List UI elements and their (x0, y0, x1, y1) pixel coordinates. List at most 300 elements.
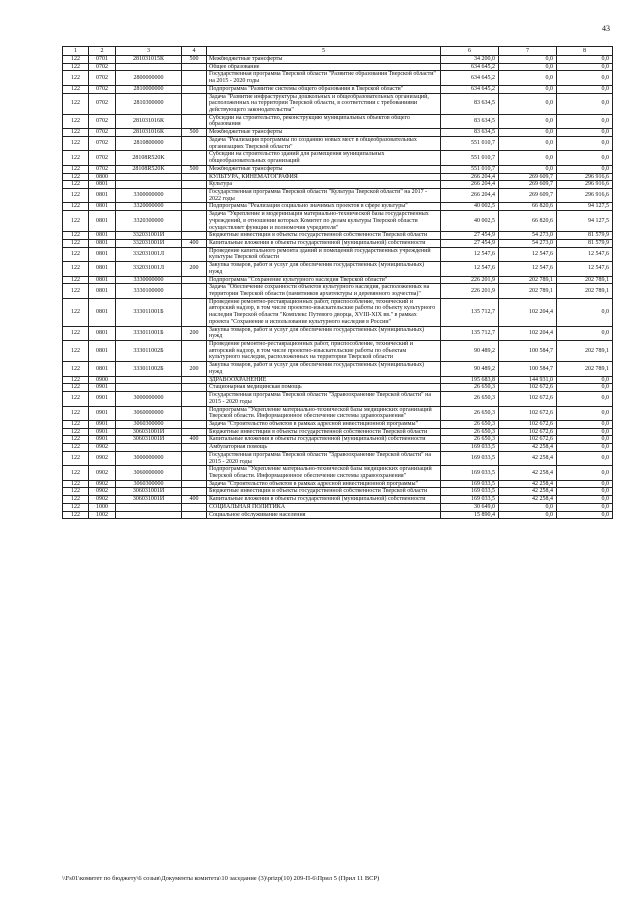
expense-type-cell: 200 (182, 262, 207, 276)
table-row (63, 71, 613, 85)
amount-cell: 83 634,5 (441, 93, 499, 114)
admin-code-cell: 122 (63, 326, 89, 340)
admin-code-cell: 122 (63, 63, 89, 71)
amount-cell: 0,0 (499, 151, 557, 165)
amount-cell: 0,0 (557, 428, 613, 436)
expense-type-cell: 400 (182, 496, 207, 504)
section-code-cell: 0902 (89, 466, 116, 480)
amount-cell: 551 010,7 (441, 165, 499, 173)
section-code-cell: 0801 (89, 239, 116, 247)
amount-cell: 102 204,4 (499, 326, 557, 340)
admin-code-cell: 122 (63, 276, 89, 284)
description-cell: Подпрограмма "Развитие системы общего образования в Тверской области" (207, 85, 441, 93)
expense-type-cell: 400 (182, 239, 207, 247)
target-article-cell: 3320300000 (116, 211, 182, 232)
target-article-cell (116, 63, 182, 71)
expense-type-cell: 200 (182, 326, 207, 340)
amount-cell: 94 127,5 (557, 211, 613, 232)
section-code-cell: 0702 (89, 85, 116, 93)
target-article-cell: 332031001И (116, 239, 182, 247)
amount-cell: 26 650,3 (441, 428, 499, 436)
description-cell: Капитальные вложения в объекты государственной (муниципальной) собственности (207, 239, 441, 247)
description-cell: Закупка товаров, работ и услуг для обеспечения государственных (муниципальных) нужд (207, 262, 441, 276)
section-code-cell: 0702 (89, 63, 116, 71)
target-article-cell: 28108R520K (116, 165, 182, 173)
table-row (63, 451, 613, 465)
target-article-cell (116, 173, 182, 181)
section-code-cell: 0902 (89, 480, 116, 488)
amount-cell: 0,0 (557, 114, 613, 128)
amount-cell: 94 127,5 (557, 203, 613, 211)
table-row (63, 211, 613, 232)
amount-cell: 0,0 (499, 85, 557, 93)
table-row (63, 173, 613, 181)
target-article-cell (116, 511, 182, 519)
amount-cell: 169 033,5 (441, 488, 499, 496)
amount-cell: 0,0 (557, 384, 613, 392)
description-cell: Подпрограмма "Реализация социально значимых проектов в сфере культуры" (207, 203, 441, 211)
table-row (63, 247, 613, 261)
target-article-cell: 306031001И (116, 428, 182, 436)
description-cell: Закупка товаров, работ и услуг для обеспечения государственных (муниципальных) нужд (207, 326, 441, 340)
amount-cell: 102 672,6 (499, 384, 557, 392)
amount-cell: 0,0 (499, 136, 557, 150)
amount-cell: 266 204,4 (441, 188, 499, 202)
admin-code-cell: 122 (63, 384, 89, 392)
table-row (63, 276, 613, 284)
amount-cell: 0,0 (557, 56, 613, 64)
description-cell: Проведение ремонтно-реставрационных работ, приспособление, технический и авторский надзор, в том числе проектно-изыскательские работы по объектам культурного наследия, расположенных на территории Тверской области (207, 341, 441, 362)
admin-code-cell: 122 (63, 376, 89, 384)
section-code-cell: 0801 (89, 211, 116, 232)
target-article-cell: 2810000000 (116, 85, 182, 93)
description-cell: Государственная программа Тверской области "Развитие образования Тверской области" на 2015 - 2020 годы (207, 71, 441, 85)
admin-code-cell: 122 (63, 503, 89, 511)
expense-type-cell (182, 451, 207, 465)
amount-cell: 0,0 (557, 503, 613, 511)
target-article-cell (116, 444, 182, 452)
admin-code-cell: 122 (63, 428, 89, 436)
amount-cell: 12 547,6 (499, 247, 557, 261)
admin-code-cell: 122 (63, 420, 89, 428)
amount-cell: 0,0 (557, 151, 613, 165)
table-row (63, 362, 613, 376)
amount-cell: 34 200,0 (441, 56, 499, 64)
amount-cell: 81 579,9 (557, 232, 613, 240)
amount-cell: 40 002,5 (441, 211, 499, 232)
admin-code-cell: 122 (63, 151, 89, 165)
expense-type-cell (182, 136, 207, 150)
expense-type-cell (182, 511, 207, 519)
amount-cell: 202 789,1 (557, 362, 613, 376)
expense-type-cell (182, 232, 207, 240)
amount-cell: 26 650,3 (441, 420, 499, 428)
expense-type-cell (182, 93, 207, 114)
admin-code-cell: 122 (63, 247, 89, 261)
description-cell: Проведение ремонтно-реставрационных работ, приспособление, технический и авторский надзор, в том числе проектно-изыскательские работы по объекту культурного наследия Тверской области "Комплекс Путевого дворца, XVIII-XIX вв." в рамках проекта "Сохранение и использование культурного наследия в России" (207, 298, 441, 326)
amount-cell: 0,0 (499, 511, 557, 519)
description-cell: Подпрограмма "Укрепление материально-технической базы медицинских организаций Тверской области. Информационное обеспечение системы здравоохранения" (207, 406, 441, 420)
description-cell: Государственная программа Тверской области "Здравоохранение Тверской области" на 2015 - 2020 годы (207, 392, 441, 406)
admin-code-cell: 122 (63, 85, 89, 93)
expense-type-cell (182, 181, 207, 189)
description-cell: ЗДРАВООХРАНЕНИЕ (207, 376, 441, 384)
expense-type-cell (182, 211, 207, 232)
expense-type-cell (182, 203, 207, 211)
expense-type-cell (182, 151, 207, 165)
admin-code-cell: 122 (63, 392, 89, 406)
expense-type-cell (182, 488, 207, 496)
description-cell: Капитальные вложения в объекты государственной (муниципальной) собственности (207, 436, 441, 444)
section-code-cell: 0800 (89, 173, 116, 181)
expense-type-cell (182, 503, 207, 511)
amount-cell: 102 672,6 (499, 392, 557, 406)
amount-cell: 551 010,7 (441, 151, 499, 165)
admin-code-cell: 122 (63, 341, 89, 362)
amount-cell: 100 584,7 (499, 362, 557, 376)
amount-cell: 0,0 (499, 114, 557, 128)
amount-cell: 27 454,9 (441, 232, 499, 240)
table-row (63, 420, 613, 428)
target-article-cell: 333011002Б (116, 341, 182, 362)
amount-cell: 634 645,2 (441, 85, 499, 93)
description-cell: Закупка товаров, работ и услуг для обеспечения государственных (муниципальных) нужд (207, 362, 441, 376)
amount-cell: 226 201,9 (441, 284, 499, 298)
amount-cell: 634 645,2 (441, 71, 499, 85)
column-header: 8 (557, 47, 613, 56)
description-cell: Задача "Строительство объектов в рамках адресной инвестиционной программы" (207, 420, 441, 428)
target-article-cell (116, 181, 182, 189)
table-row (63, 232, 613, 240)
section-code-cell: 0901 (89, 420, 116, 428)
amount-cell: 0,0 (557, 165, 613, 173)
description-cell: Подпрограмма "Сохранение культурного наследия Тверской области" (207, 276, 441, 284)
table-row (63, 239, 613, 247)
section-code-cell: 0901 (89, 436, 116, 444)
amount-cell: 269 609,7 (499, 173, 557, 181)
amount-cell: 42 258,4 (499, 451, 557, 465)
amount-cell: 169 033,5 (441, 496, 499, 504)
description-cell: Государственная программа Тверской области "Культура Тверской области" на 2017 - 2022 годы (207, 188, 441, 202)
description-cell: КУЛЬТУРА, КИНЕМАТОГРАФИЯ (207, 173, 441, 181)
expense-type-cell (182, 247, 207, 261)
target-article-cell: 3060000000 (116, 406, 182, 420)
admin-code-cell: 122 (63, 181, 89, 189)
table-row (63, 406, 613, 420)
amount-cell: 0,0 (557, 406, 613, 420)
amount-cell: 169 033,5 (441, 444, 499, 452)
section-code-cell: 0702 (89, 151, 116, 165)
header-row (63, 47, 613, 56)
section-code-cell: 0801 (89, 232, 116, 240)
target-article-cell: 3320000000 (116, 203, 182, 211)
admin-code-cell: 122 (63, 93, 89, 114)
amount-cell: 26 650,3 (441, 384, 499, 392)
description-cell: Задача "Реализация программы по созданию новых мест в общеобразовательных организациях Тверской области" (207, 136, 441, 150)
amount-cell: 0,0 (557, 71, 613, 85)
amount-cell: 27 454,9 (441, 239, 499, 247)
admin-code-cell: 122 (63, 203, 89, 211)
table-row (63, 341, 613, 362)
expense-type-cell (182, 480, 207, 488)
amount-cell: 0,0 (499, 71, 557, 85)
expense-type-cell (182, 173, 207, 181)
amount-cell: 0,0 (557, 129, 613, 137)
table-body (63, 56, 613, 519)
admin-code-cell: 122 (63, 188, 89, 202)
table-row (63, 298, 613, 326)
amount-cell: 66 820,6 (499, 203, 557, 211)
section-code-cell: 0902 (89, 444, 116, 452)
column-header: 7 (499, 47, 557, 56)
amount-cell: 195 683,8 (441, 376, 499, 384)
description-cell: Общее образование (207, 63, 441, 71)
amount-cell: 266 204,4 (441, 181, 499, 189)
table-row (63, 496, 613, 504)
target-article-cell (116, 503, 182, 511)
table-row (63, 284, 613, 298)
table-row (63, 392, 613, 406)
table-row (63, 63, 613, 71)
section-code-cell: 0801 (89, 262, 116, 276)
expense-type-cell (182, 114, 207, 128)
target-article-cell: 332031001И (116, 232, 182, 240)
description-cell: Стационарная медицинская помощь (207, 384, 441, 392)
description-cell: Амбулаторная помощь (207, 444, 441, 452)
amount-cell: 83 634,5 (441, 129, 499, 137)
expense-type-cell (182, 341, 207, 362)
amount-cell: 26 650,3 (441, 436, 499, 444)
amount-cell: 42 258,4 (499, 480, 557, 488)
amount-cell: 0,0 (557, 436, 613, 444)
section-code-cell: 1002 (89, 511, 116, 519)
table-row (63, 114, 613, 128)
amount-cell: 202 789,1 (499, 284, 557, 298)
section-code-cell: 0801 (89, 181, 116, 189)
table-row (63, 93, 613, 114)
admin-code-cell: 122 (63, 511, 89, 519)
admin-code-cell: 122 (63, 444, 89, 452)
amount-cell: 0,0 (557, 466, 613, 480)
table-row (63, 444, 613, 452)
amount-cell: 135 712,7 (441, 326, 499, 340)
admin-code-cell: 122 (63, 284, 89, 298)
expense-type-cell (182, 466, 207, 480)
table-row (63, 376, 613, 384)
target-article-cell: 3060300000 (116, 480, 182, 488)
amount-cell: 90 489,2 (441, 362, 499, 376)
section-code-cell: 0902 (89, 496, 116, 504)
amount-cell: 0,0 (557, 420, 613, 428)
amount-cell: 100 584,7 (499, 341, 557, 362)
target-article-cell: 3330000000 (116, 276, 182, 284)
amount-cell: 42 258,4 (499, 444, 557, 452)
amount-cell: 226 201,9 (441, 276, 499, 284)
description-cell: Межбюджетные трансферты (207, 56, 441, 64)
target-article-cell: 3060000000 (116, 466, 182, 480)
expense-type-cell (182, 392, 207, 406)
target-article-cell: 2800000000 (116, 71, 182, 85)
amount-cell: 0,0 (499, 165, 557, 173)
admin-code-cell: 122 (63, 298, 89, 326)
table-row (63, 56, 613, 64)
target-article-cell: 333011001Б (116, 298, 182, 326)
target-article-cell: 281031015К (116, 56, 182, 64)
description-cell: Задача "Строительство объектов в рамках адресной инвестиционной программы" (207, 480, 441, 488)
section-code-cell: 0701 (89, 56, 116, 64)
expense-type-cell: 500 (182, 56, 207, 64)
expense-type-cell (182, 376, 207, 384)
target-article-cell: 28108R520K (116, 151, 182, 165)
table-header (63, 47, 613, 56)
admin-code-cell: 122 (63, 262, 89, 276)
section-code-cell: 0901 (89, 384, 116, 392)
section-code-cell: 0801 (89, 284, 116, 298)
target-article-cell: 306031001И (116, 488, 182, 496)
admin-code-cell: 122 (63, 362, 89, 376)
section-code-cell: 0901 (89, 392, 116, 406)
section-code-cell: 0702 (89, 93, 116, 114)
amount-cell: 144 931,0 (499, 376, 557, 384)
amount-cell: 42 258,4 (499, 466, 557, 480)
amount-cell: 634 645,2 (441, 63, 499, 71)
expense-type-cell (182, 63, 207, 71)
amount-cell: 269 609,7 (499, 188, 557, 202)
amount-cell: 296 916,6 (557, 173, 613, 181)
expense-type-cell: 400 (182, 436, 207, 444)
amount-cell: 202 789,1 (499, 276, 557, 284)
table-row (63, 181, 613, 189)
admin-code-cell: 122 (63, 436, 89, 444)
column-header: 1 (63, 47, 89, 56)
column-header: 5 (207, 47, 441, 56)
admin-code-cell: 122 (63, 451, 89, 465)
target-article-cell: 2810800000 (116, 136, 182, 150)
amount-cell: 42 258,4 (499, 496, 557, 504)
table-row (63, 326, 613, 340)
amount-cell: 0,0 (557, 298, 613, 326)
target-article-cell (116, 376, 182, 384)
section-code-cell: 0801 (89, 326, 116, 340)
amount-cell: 102 672,6 (499, 428, 557, 436)
admin-code-cell: 122 (63, 480, 89, 488)
amount-cell: 66 820,6 (499, 211, 557, 232)
amount-cell: 0,0 (557, 451, 613, 465)
section-code-cell: 0702 (89, 136, 116, 150)
amount-cell: 551 010,7 (441, 136, 499, 150)
description-cell: Культура (207, 181, 441, 189)
amount-cell: 0,0 (557, 488, 613, 496)
amount-cell: 0,0 (557, 511, 613, 519)
table-row (63, 511, 613, 519)
section-code-cell: 0801 (89, 341, 116, 362)
target-article-cell: 332031001Л (116, 262, 182, 276)
expense-type-cell (182, 85, 207, 93)
amount-cell: 0,0 (557, 63, 613, 71)
admin-code-cell: 122 (63, 232, 89, 240)
expense-type-cell (182, 428, 207, 436)
expense-type-cell (182, 188, 207, 202)
target-article-cell (116, 384, 182, 392)
amount-cell: 102 672,6 (499, 436, 557, 444)
expense-type-cell (182, 444, 207, 452)
admin-code-cell: 122 (63, 165, 89, 173)
table-row (63, 262, 613, 276)
description-cell: Субсидии на строительство зданий для размещения муниципальных общеобразовательных организаций (207, 151, 441, 165)
amount-cell: 102 204,4 (499, 298, 557, 326)
description-cell: Бюджетные инвестиции в объекты государственной собственности Тверской области (207, 428, 441, 436)
amount-cell: 102 672,6 (499, 420, 557, 428)
amount-cell: 0,0 (557, 326, 613, 340)
amount-cell: 12 547,6 (441, 247, 499, 261)
amount-cell: 42 258,4 (499, 488, 557, 496)
page-number: 43 (602, 24, 610, 33)
expense-type-cell: 500 (182, 129, 207, 137)
section-code-cell: 0702 (89, 129, 116, 137)
description-cell: Бюджетные инвестиции в объекты государственной собственности Тверской области (207, 488, 441, 496)
admin-code-cell: 122 (63, 56, 89, 64)
amount-cell: 15 890,4 (441, 511, 499, 519)
amount-cell: 0,0 (499, 129, 557, 137)
amount-cell: 135 712,7 (441, 298, 499, 326)
table-row (63, 428, 613, 436)
table-row (63, 136, 613, 150)
amount-cell: 0,0 (557, 444, 613, 452)
admin-code-cell: 122 (63, 71, 89, 85)
amount-cell: 202 789,1 (557, 284, 613, 298)
amount-cell: 12 547,6 (557, 247, 613, 261)
target-article-cell: 306031001И (116, 436, 182, 444)
amount-cell: 0,0 (557, 392, 613, 406)
expense-type-cell (182, 384, 207, 392)
admin-code-cell: 122 (63, 239, 89, 247)
description-cell: Задача "Развитие инфраструктуры дошкольных и общеобразовательных организаций, расположенных на территории Тверской области, в соответствии с требованиями действующего законодательства" (207, 93, 441, 114)
section-code-cell: 0702 (89, 71, 116, 85)
section-code-cell: 0902 (89, 451, 116, 465)
table-row (63, 384, 613, 392)
description-cell: Задача "Обеспечение сохранности объектов культурного наследия, расположенных на территории Тверской области (памятников архитектуры и деревянного зодчества)" (207, 284, 441, 298)
expense-type-cell: 200 (182, 362, 207, 376)
expense-type-cell (182, 420, 207, 428)
description-cell: Межбюджетные трансферты (207, 129, 441, 137)
target-article-cell: 3060300000 (116, 420, 182, 428)
target-article-cell: 333011002Б (116, 362, 182, 376)
amount-cell: 0,0 (499, 93, 557, 114)
amount-cell: 90 489,2 (441, 341, 499, 362)
table-row (63, 151, 613, 165)
section-code-cell: 0702 (89, 165, 116, 173)
section-code-cell: 0902 (89, 488, 116, 496)
amount-cell: 102 672,6 (499, 406, 557, 420)
column-header: 4 (182, 47, 207, 56)
amount-cell: 202 789,1 (557, 276, 613, 284)
section-code-cell: 0801 (89, 247, 116, 261)
amount-cell: 169 033,5 (441, 466, 499, 480)
table-row (63, 480, 613, 488)
amount-cell: 0,0 (557, 85, 613, 93)
section-code-cell: 0901 (89, 406, 116, 420)
amount-cell: 0,0 (499, 56, 557, 64)
table-row (63, 466, 613, 480)
description-cell: СОЦИАЛЬНАЯ ПОЛИТИКА (207, 503, 441, 511)
table-row (63, 188, 613, 202)
section-code-cell: 0702 (89, 114, 116, 128)
target-article-cell: 3000000000 (116, 392, 182, 406)
section-code-cell: 0801 (89, 362, 116, 376)
amount-cell: 269 609,7 (499, 181, 557, 189)
amount-cell: 40 002,5 (441, 203, 499, 211)
column-header: 2 (89, 47, 116, 56)
